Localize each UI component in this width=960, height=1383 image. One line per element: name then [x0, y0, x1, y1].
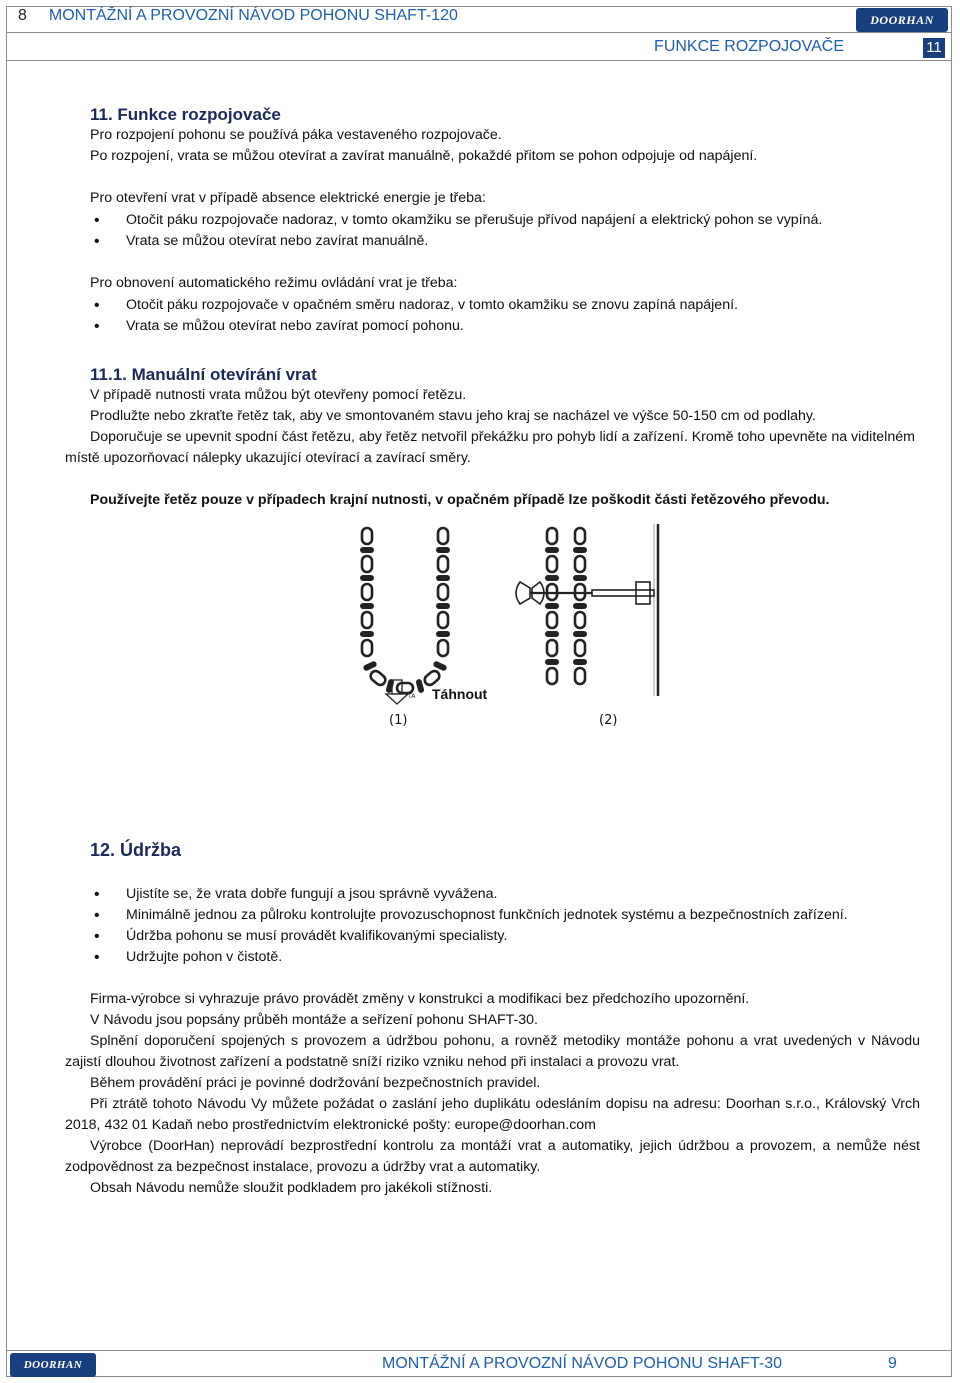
s11-restore-list	[90, 295, 920, 337]
chain-u-shape	[360, 528, 450, 704]
header-page-number: 8	[18, 7, 27, 24]
section-11-1	[65, 364, 920, 511]
list-item: • Otočit páku rozpojovače nadoraz, v tomto okamžiku se přerušuje přívod napájení a elektrický pohon se vypíná.	[90, 210, 920, 231]
list-item: • Ujistíte se, že vrata dobře fungují a jsou správně vyvážena.	[90, 884, 920, 905]
pull-arrow-icon	[386, 694, 408, 704]
paragraph: Firma-výrobce si vyhrazuje právo provádět změny v konstrukci a modifikaci bez předchozího upozornění.	[90, 991, 750, 1007]
paragraph: Výrobce (DoorHan) neprovádí bezprostřední kontrolu za montáží vrat a automatiky, jejich údržbou a provozem, a nemůže nést zodpovědnost za bezpečnost instalace, provozu a údržby vrat a automatiky.	[65, 1138, 920, 1175]
list-item: • Minimálně jednou za půlroku kontrolujte provozuschopnost funkčních jednotek systému a bezpečnostních zařízení.	[90, 905, 920, 926]
footer-doc-title: MONTÁŽNÍ A PROVOZNÍ NÁVOD POHONU SHAFT-30	[382, 1355, 783, 1372]
s111-paragraph-2: Prodlužte nebo zkraťte řetěz tak, aby ve smontovaném stavu jeho kraj se nacházel ve výšce 50-150 cm od podlahy.	[90, 408, 816, 424]
paragraph: Při ztrátě tohoto Návodu Vy můžete požádat o zaslání jeho duplikátu odesláním dopisu na adresu: Doorhan s.r.o., Královský Vrch 2018, 432 01 Kadaň nebo prostřednictvím elektronické pošty: europe@doorhan.com	[65, 1096, 920, 1133]
maintenance-list	[90, 884, 920, 968]
header-divider	[6, 32, 952, 33]
paragraph: Splnění doporučení spojených s provozem a údržbou pohonu, a rovněž metodiky montáže pohonu a vrat uvedených v Návodu zajistí dlouhou životnost zařízení a podstatně sníží riziko vzniku nehod při instalaci a provozu vrat.	[65, 1033, 920, 1070]
wall-bracket	[592, 590, 654, 596]
list-item: • Vrata se můžou otevírat nebo zavírat pomocí pohonu.	[90, 316, 920, 337]
header-title	[18, 7, 458, 25]
section-11-heading: 11. Funkce rozpojovače	[90, 105, 281, 124]
section-11-1-heading: 11.1. Manuální otevírání vrat	[90, 365, 317, 384]
section-number-badge: 11	[923, 38, 945, 58]
wing-nut-icon	[516, 582, 530, 604]
section-12	[65, 840, 920, 1199]
pull-label: Táhnout	[432, 686, 488, 702]
s111-warning: Používejte řetěz pouze v případech krajní nutnosti, v opačném případě lze poškodit části řetězového převodu.	[90, 492, 830, 508]
s111-paragraph-1: V případě nutnosti vrata můžou být otevřeny pomocí řetězu.	[90, 387, 467, 403]
section-12-heading: 12. Údržba	[90, 840, 182, 860]
list-item: • Udržujte pohon v čistotě.	[90, 947, 920, 968]
figure-label-2: (2)	[599, 713, 618, 728]
section-11	[90, 104, 920, 337]
s111-paragraph-3: Doporučuje se upevnit spodní část řetězu, aby řetěz netvořil překážku pro pohyb lidí a zařízení. Kromě toho upevněte na viditelném místě upozorňovací nálepky ukazující otevírací a zavírací směry.	[65, 429, 915, 466]
s11-paragraph-2: Po rozpojení, vrata se můžou otevírat a zavírat manuálně, pokaždé přitom se pohon odpojuje od napájení.	[90, 148, 758, 164]
doorhan-logo-top: DOORHAN	[856, 8, 948, 32]
chain-wall-fixed	[516, 524, 658, 696]
arrow-label: TA	[408, 693, 416, 700]
s11-paragraph-1: Pro rozpojení pohonu se používá páka vestaveného rozpojovače.	[90, 127, 502, 143]
list-item: • Vrata se můžou otevírat nebo zavírat manuálně.	[90, 231, 920, 252]
footer-divider	[6, 1350, 952, 1351]
list-item: • Otočit páku rozpojovače v opačném směru nadoraz, v tomto okamžiku se znovu zapíná napájení.	[90, 295, 920, 316]
paragraph: Obsah Návodu nemůže sloužit podkladem pro jakékoli stížnosti.	[90, 1180, 493, 1196]
figure-label-1: (1)	[389, 713, 408, 728]
closing-paragraphs	[65, 989, 920, 1199]
s11-open-intro: Pro otevření vrat v případě absence elektrické energie je třeba:	[90, 190, 486, 206]
s11-restore-intro: Pro obnovení automatického režimu ovládání vrat je třeba:	[90, 275, 458, 291]
doorhan-logo-bottom: DOORHAN	[10, 1353, 96, 1377]
header-section-title: FUNKCE ROZPOJOVAČE	[654, 38, 844, 55]
paragraph: Během provádění práci je povinné dodržování bezpečnostních pravidel.	[90, 1075, 541, 1091]
header-divider-bottom	[6, 60, 952, 61]
chain-figure	[340, 520, 680, 730]
footer-page-number: 9	[888, 1355, 897, 1372]
list-item: • Údržba pohonu se musí provádět kvalifikovanými specialisty.	[90, 926, 920, 947]
s11-open-list	[90, 210, 920, 252]
header-doc-title: MONTÁŽNÍ A PROVOZNÍ NÁVOD POHONU SHAFT-120	[48, 7, 458, 24]
paragraph: V Návodu jsou popsány průběh montáže a seřízení pohonu SHAFT-30.	[90, 1012, 538, 1028]
